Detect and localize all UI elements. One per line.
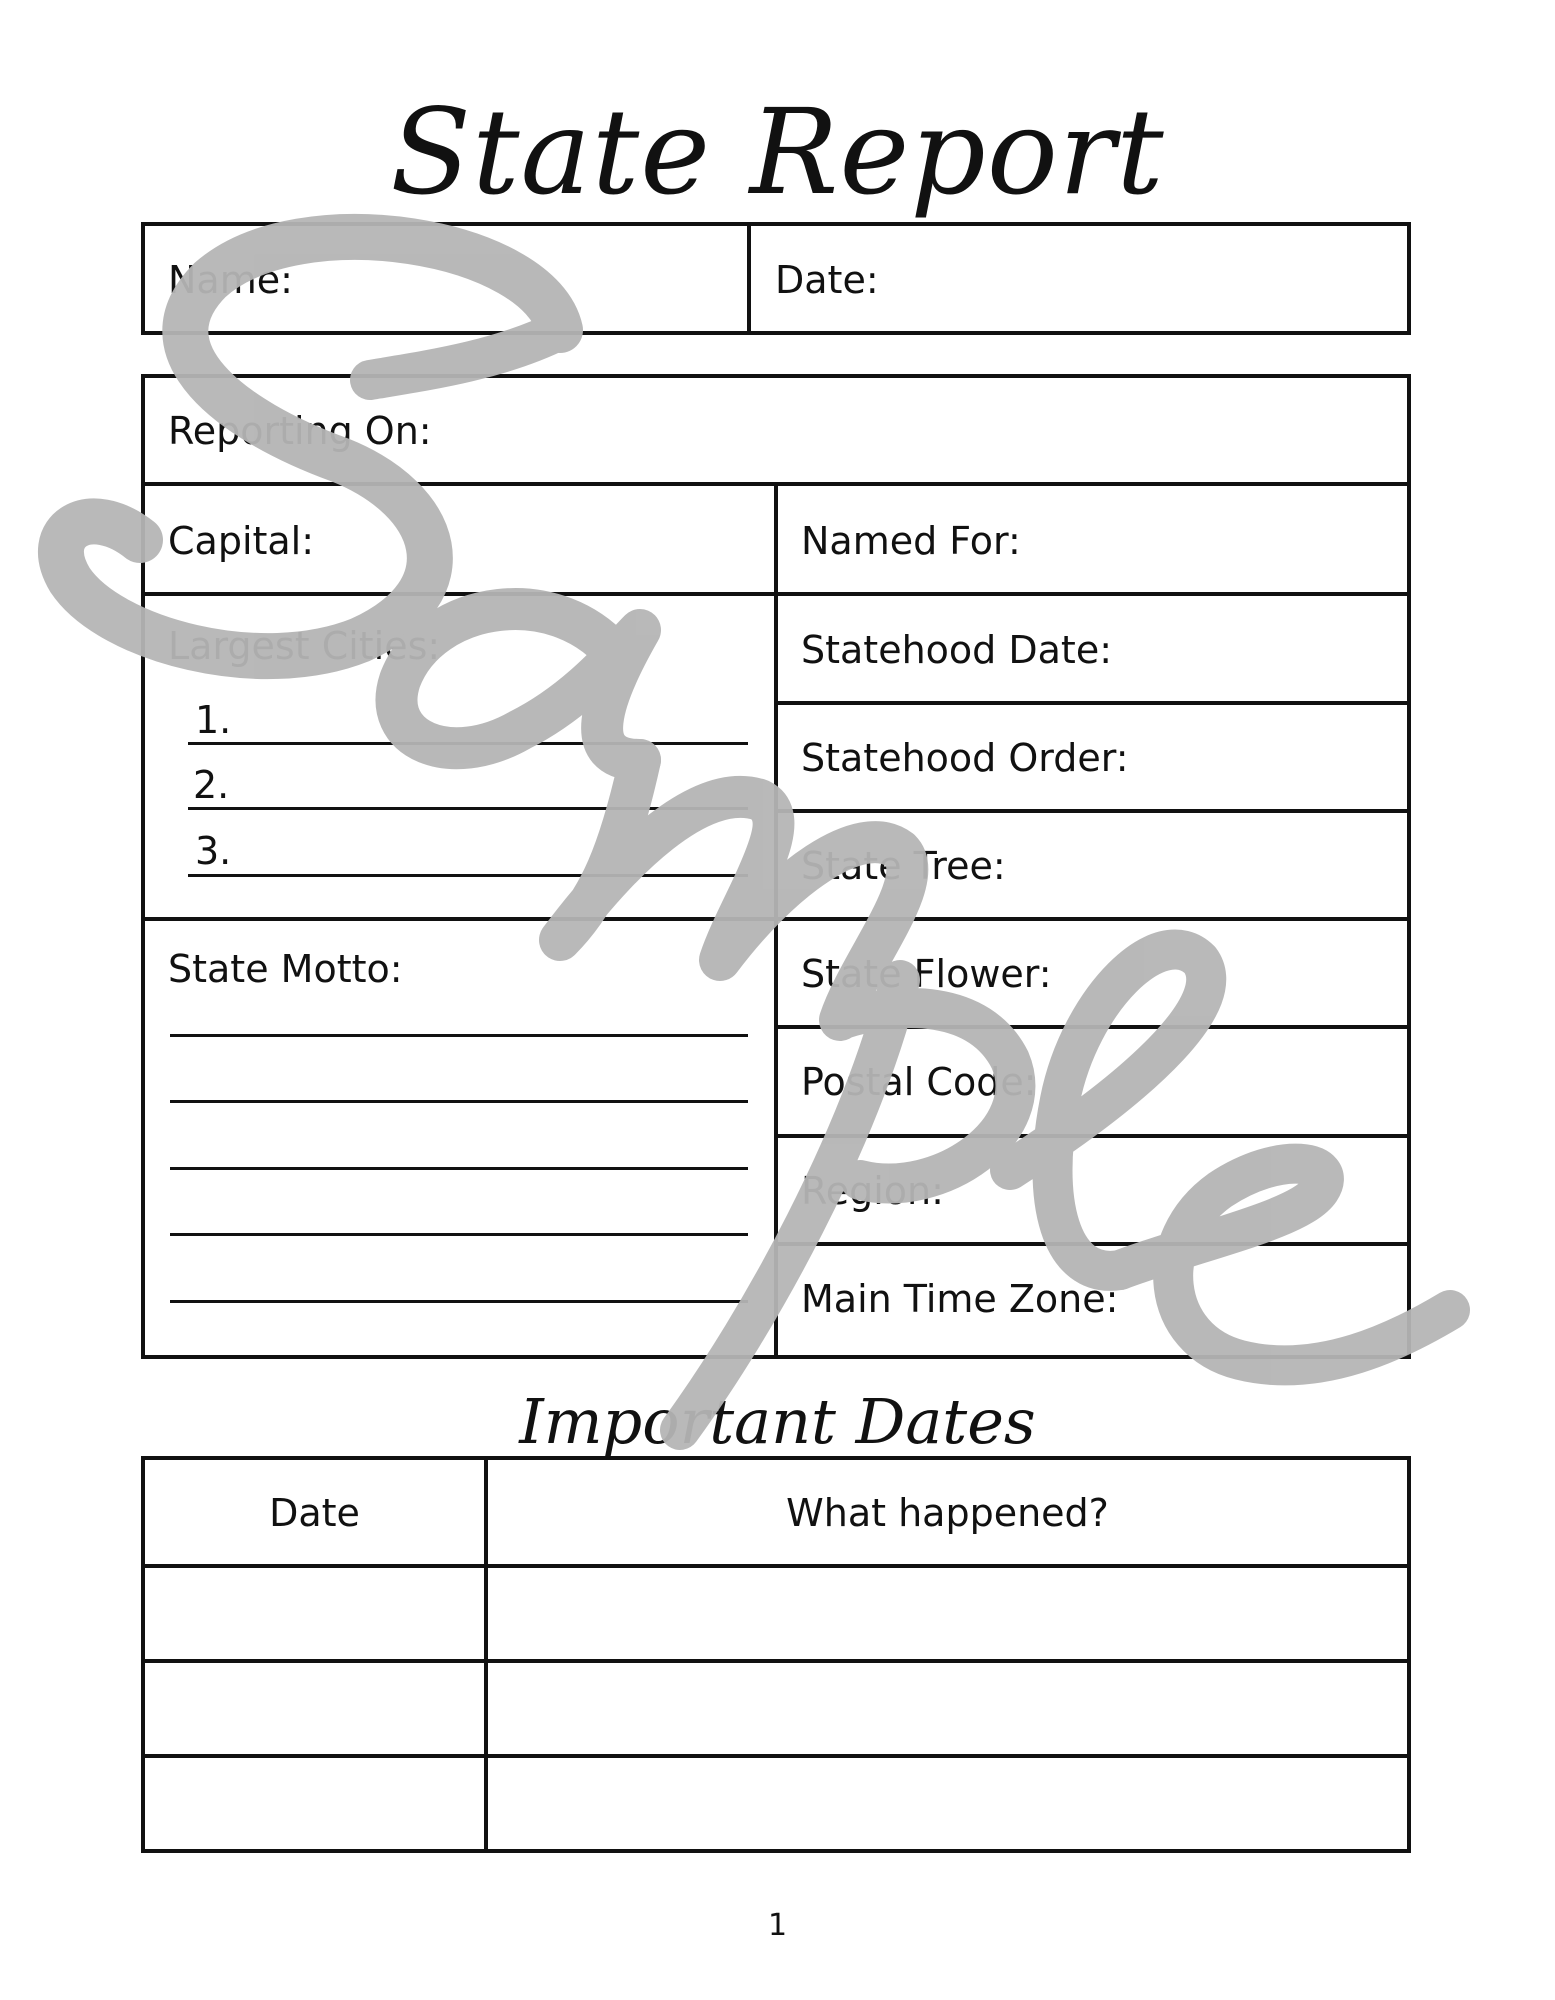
divider — [141, 592, 776, 596]
divider — [774, 917, 1411, 921]
divider — [774, 1025, 1411, 1029]
motto-writing-line — [170, 1233, 748, 1236]
divider — [774, 592, 1411, 596]
largest-cities-label: Largest Cities: — [168, 624, 441, 668]
table-row — [141, 1659, 1411, 1663]
city-number: 2. — [193, 763, 230, 807]
what-happened-column-header: What happened? — [786, 1491, 1109, 1535]
name-label: Name: — [168, 258, 293, 302]
main-time-zone-label: Main Time Zone: — [801, 1277, 1119, 1321]
statehood-order-label: Statehood Order: — [801, 736, 1129, 780]
city-writing-line — [188, 874, 748, 877]
important-dates-heading: Important Dates — [519, 1385, 1036, 1458]
postal-code-label: Postal Code: — [801, 1060, 1037, 1104]
reporting-on-label: Reporting On: — [168, 409, 432, 453]
state-motto-label: State Motto: — [168, 947, 403, 991]
state-tree-label: State Tree: — [801, 844, 1006, 888]
motto-writing-line — [170, 1167, 748, 1170]
divider — [774, 701, 1411, 705]
divider — [747, 222, 751, 335]
table-row — [141, 1754, 1411, 1758]
table-row — [141, 1564, 1411, 1568]
divider — [774, 1134, 1411, 1138]
date-label: Date: — [775, 258, 879, 302]
city-writing-line — [188, 742, 748, 745]
page-number: 1 — [767, 1908, 788, 1943]
page-title: State Report — [390, 83, 1165, 221]
divider — [774, 1242, 1411, 1246]
capital-label: Capital: — [168, 519, 315, 563]
date-column-header: Date — [269, 1491, 360, 1535]
divider — [141, 917, 776, 921]
city-writing-line — [188, 807, 748, 810]
motto-writing-line — [170, 1034, 748, 1037]
city-number: 3. — [195, 829, 232, 873]
named-for-label: Named For: — [801, 519, 1021, 563]
region-label: Region: — [801, 1169, 944, 1213]
statehood-date-label: Statehood Date: — [801, 628, 1112, 672]
motto-writing-line — [170, 1100, 748, 1103]
state-flower-label: State Flower: — [801, 952, 1052, 996]
city-number: 1. — [195, 698, 232, 742]
motto-writing-line — [170, 1300, 748, 1303]
divider — [774, 809, 1411, 813]
